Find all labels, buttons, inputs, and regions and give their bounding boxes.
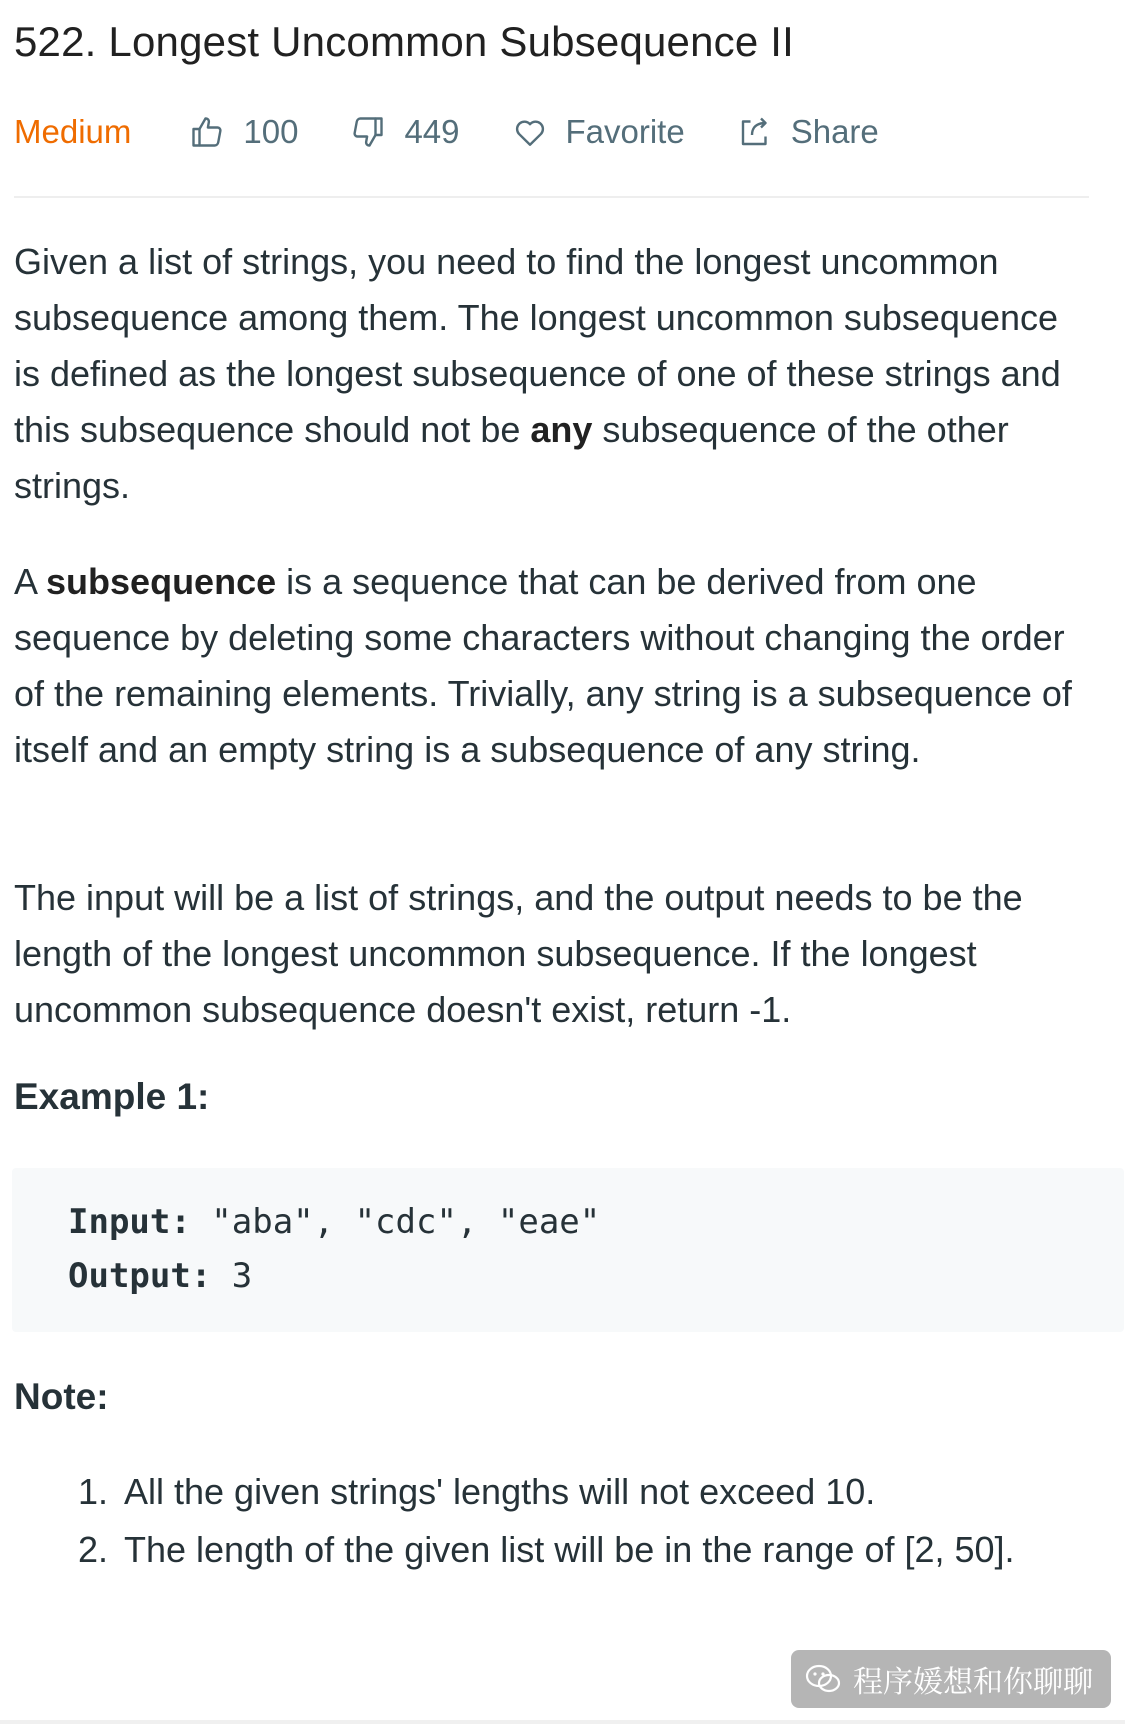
thumbs-down-icon xyxy=(350,114,386,150)
note-text: All the given strings' lengths will not exceed 10. xyxy=(124,1471,876,1512)
description-paragraph-1: Given a list of strings, you need to find the longest uncommon subsequence among them. The longest uncommon subsequence is defined as the longest subsequence of one of these strings and this subsequence should not be any subsequence of the other strings. xyxy=(14,241,1061,506)
share-button[interactable] xyxy=(737,113,879,151)
list-item xyxy=(14,1522,1094,1578)
example-heading: Example 1: xyxy=(14,1076,210,1117)
input-label: Input: xyxy=(68,1202,191,1242)
example-input-line xyxy=(68,1202,600,1242)
wechat-icon xyxy=(803,1659,843,1699)
watermark-badge xyxy=(791,1650,1111,1708)
example-output-line xyxy=(68,1256,252,1296)
example-code-block xyxy=(12,1168,1124,1332)
page-title: 522. Longest Uncommon Subsequence II xyxy=(14,18,795,65)
description-paragraph-3: The input will be a list of strings, and the output needs to be the length of the longest uncommon subsequence. If the longest uncommon subsequence doesn't exist, return -1. xyxy=(14,877,1023,1030)
watermark-text: 程序媛想和你聊聊 xyxy=(853,1665,1093,1700)
header-divider xyxy=(14,196,1089,198)
bottom-divider xyxy=(0,1720,1125,1724)
note-number: 2. xyxy=(78,1529,109,1570)
favorite-button[interactable] xyxy=(512,113,685,151)
heart-icon xyxy=(512,114,548,150)
output-value: 3 xyxy=(211,1256,253,1296)
thumbs-up-icon xyxy=(189,114,225,150)
input-value: "aba", "cdc", "eae" xyxy=(190,1202,601,1242)
emphasis-subsequence: subsequence xyxy=(46,561,277,602)
problem-meta-bar xyxy=(14,108,1094,156)
emphasis-any: any xyxy=(530,409,593,450)
difficulty-badge: Medium xyxy=(14,113,132,150)
share-icon xyxy=(737,114,773,150)
dislike-button[interactable] xyxy=(350,113,459,151)
share-label: Share xyxy=(790,113,879,150)
note-heading: Note: xyxy=(14,1376,109,1417)
output-label: Output: xyxy=(68,1256,212,1296)
description-paragraph-2: A subsequence is a sequence that can be derived from one sequence by deleting some characters without changing the order of the remaining elements. Trivially, any string is a subsequence of itself and an empty string is a subsequence of any string. xyxy=(14,561,1072,770)
note-list xyxy=(14,1464,1094,1580)
dislike-count: 449 xyxy=(404,113,460,150)
note-number: 1. xyxy=(78,1471,109,1512)
like-button[interactable] xyxy=(189,113,298,151)
list-item xyxy=(14,1464,1094,1520)
favorite-label: Favorite xyxy=(565,113,685,150)
note-text: The length of the given list will be in the range of [2, 50]. xyxy=(124,1529,1015,1570)
like-count: 100 xyxy=(243,113,299,150)
